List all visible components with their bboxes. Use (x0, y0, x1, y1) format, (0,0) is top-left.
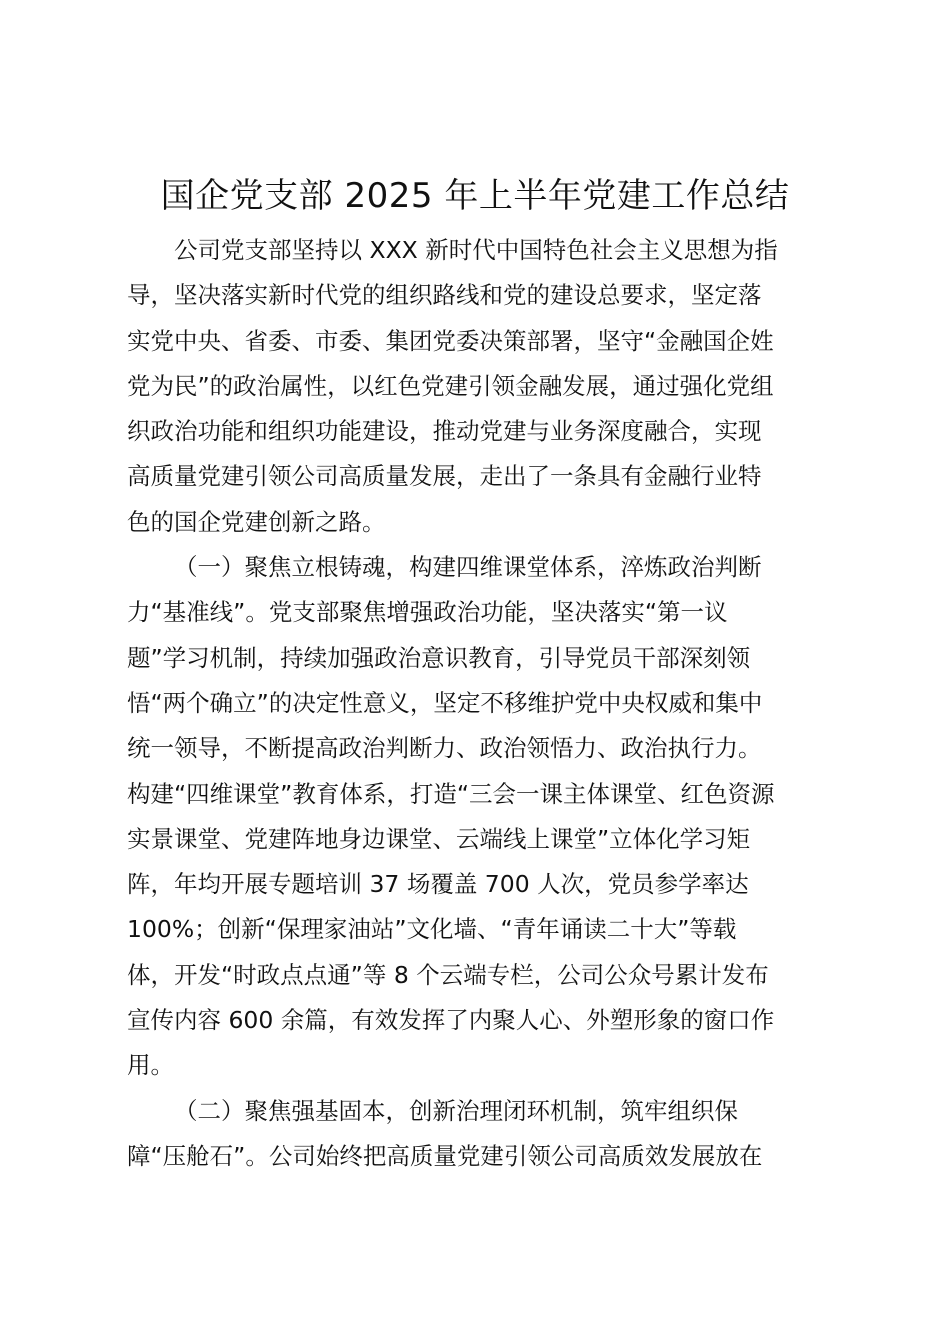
section-one-line: 100%；创新“保理家油站”文化墙、“青年诵读二十大”等载 (127, 915, 737, 944)
section-one-line: 宣传内容 600 余篇，有效发挥了内聚人心、外塑形象的窗口作 (127, 1006, 775, 1035)
section-one-line: 实景课堂、党建阵地身边课堂、云端线上课堂”立体化学习矩 (127, 824, 751, 853)
section-two-line: （二）聚焦强基固本，创新治理闭环机制，筑牢组织保 (174, 1096, 738, 1125)
section-one-line: 阵，年均开展专题培训 37 场覆盖 700 人次，党员参学率达 (127, 870, 749, 899)
paragraph-intro-line: 织政治功能和组织功能建设，推动党建与业务深度融合，实现 (127, 417, 762, 446)
paragraph-intro-line: 导，坚决落实新时代党的组织路线和党的建设总要求，坚定落 (127, 281, 762, 310)
document-body (127, 228, 833, 1179)
paragraph-intro-line: 高质量党建引领公司高质量发展，走出了一条具有金融行业特 (127, 462, 762, 491)
document-title: 国企党支部 2025 年上半年党建工作总结 (160, 176, 790, 216)
section-one-line: 力“基准线”。党支部聚焦增强政治功能，坚决落实“第一议 (127, 598, 728, 627)
section-one-line: 题”学习机制，持续加强政治意识教育，引导党员干部深刻领 (127, 643, 751, 672)
paragraph-intro-line: 实党中央、省委、市委、集团党委决策部署，坚守“金融国企姓 (127, 326, 774, 355)
section-one-line: 体，开发“时政点点通”等 8 个云端专栏，公司公众号累计发布 (127, 960, 769, 989)
section-one-line: 统一领导，不断提高政治判断力、政治领悟力、政治执行力。 (127, 734, 762, 763)
section-one-line: 悟“两个确立”的决定性意义，坚定不移维护党中央权威和集中 (127, 688, 763, 717)
section-one-line: 构建“四维课堂”教育体系，打造“三会一课主体课堂、红色资源 (127, 779, 775, 808)
paragraph-intro-line: 党为民”的政治属性，以红色党建引领金融发展，通过强化党组 (127, 371, 774, 400)
paragraph-intro-line: 公司党支部坚持以 XXX 新时代中国特色社会主义思想为指 (174, 236, 778, 264)
section-one-line: 用。 (127, 1051, 174, 1080)
section-one-line: （一）聚焦立根铸魂，构建四维课堂体系，淬炼政治判断 (174, 553, 762, 582)
paragraph-intro-line: 色的国企党建创新之路。 (127, 507, 386, 536)
section-two-line: 障“压舱石”。公司始终把高质量党建引领公司高质效发展放在 (127, 1141, 763, 1170)
